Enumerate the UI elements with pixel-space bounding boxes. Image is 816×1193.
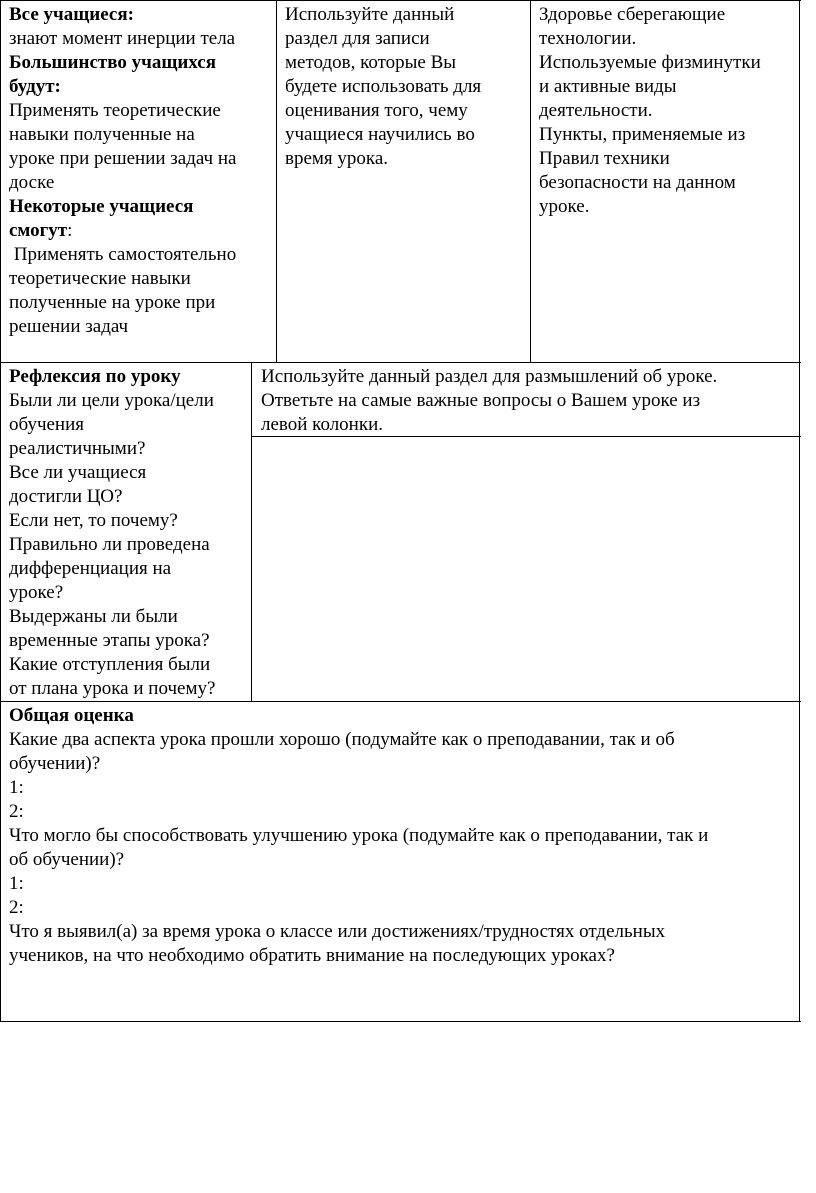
summary-line: 1:	[9, 777, 24, 798]
most-students-line: навыки полученные на	[9, 124, 195, 145]
table-border-top	[0, 0, 801, 1]
row-divider-1	[0, 362, 801, 363]
health-note-line: безопасности на данном	[539, 172, 736, 193]
reflection-question-line: обучения	[9, 414, 85, 435]
table-border-left	[0, 0, 1, 1022]
most-students-heading: Большинство учащихся	[9, 52, 216, 73]
reflection-question-line: Были ли цели урока/цели	[9, 390, 214, 411]
reflection-question-line: от плана урока и почему?	[9, 678, 216, 699]
assessment-note-line: учащиеся научились во	[285, 124, 475, 145]
health-note-line: Используемые физминутки	[539, 52, 761, 73]
some-students-heading: Некоторые учащиеся	[9, 196, 194, 217]
reflection-instruction-line: Используйте данный раздел для размышлений об уроке.	[261, 366, 718, 387]
health-note-line: и активные виды	[539, 76, 677, 97]
summary-line: Какие два аспекта урока прошли хорошо (подумайте как о преподавании, так и об	[9, 729, 675, 750]
health-note-cell	[539, 3, 797, 219]
health-note-line: технологии.	[539, 28, 637, 49]
health-note-line: Здоровье сберегающие	[539, 4, 726, 25]
some-students-heading-word: смогут	[9, 220, 68, 241]
health-note-line: Правил техники	[539, 148, 670, 169]
most-students-line: уроке при решении задач на	[9, 148, 237, 169]
health-note-line: деятельности.	[539, 100, 653, 121]
assessment-note-line: раздел для записи	[285, 28, 430, 49]
assessment-note-line: оценивания того, чему	[285, 100, 468, 121]
health-note-line: Пункты, применяемые из	[539, 124, 746, 145]
some-students-line: полученные на уроке при	[9, 292, 216, 313]
assessment-note-line: Используйте данный	[285, 4, 455, 25]
some-students-line: теоретические навыки	[9, 268, 191, 289]
all-students-heading: Все учащиеся:	[9, 4, 134, 25]
reflection-question-line: реалистичными?	[9, 438, 146, 459]
some-students-colon: :	[67, 220, 73, 241]
summary-line: 2:	[9, 897, 24, 918]
most-students-heading-cont: будут:	[9, 76, 61, 97]
most-students-line: доске	[9, 172, 55, 193]
reflection-instruction-line: Ответьте на самые важные вопросы о Вашем уроке из	[261, 390, 701, 411]
reflection-question-line: уроке?	[9, 582, 64, 603]
summary-line: учеников, на что необходимо обратить внимание на последующих уроках?	[9, 945, 615, 966]
reflection-question-line: достигли ЦО?	[9, 486, 123, 507]
reflection-question-line: Правильно ли проведена	[9, 534, 210, 555]
some-students-heading-cont	[9, 219, 275, 243]
reflection-question-line: Какие отступления были	[9, 654, 211, 675]
row-divider-2	[0, 701, 801, 702]
all-students-text: знают момент инерции тела	[9, 28, 236, 49]
reflection-answer-area[interactable]	[252, 437, 799, 701]
some-students-line: решении задач	[9, 316, 129, 337]
table-border-right	[799, 0, 800, 1022]
reflection-instruction-line: левой колонки.	[261, 414, 383, 435]
assessment-note-line: время урока.	[285, 148, 389, 169]
learning-outcomes-cell	[9, 3, 275, 339]
some-students-line: Применять самостоятельно	[9, 244, 237, 265]
table-border-bottom	[0, 1021, 801, 1022]
reflection-question-line: Если нет, то почему?	[9, 510, 178, 531]
reflection-questions-cell	[9, 365, 250, 701]
top-col-divider-2	[530, 0, 531, 363]
summary-line: 2:	[9, 801, 24, 822]
summary-line: 1:	[9, 873, 24, 894]
health-note-line: уроке.	[539, 196, 590, 217]
reflection-question-line: Выдержаны ли были	[9, 606, 178, 627]
reflection-question-line: временные этапы урока?	[9, 630, 210, 651]
summary-line: Что я выявил(а) за время урока о классе или достижениях/трудностях отдельных	[9, 921, 666, 942]
summary-cell	[9, 704, 797, 968]
assessment-note-line: методов, которые Вы	[285, 52, 457, 73]
reflection-instruction-cell	[261, 365, 798, 437]
reflection-question-line: Все ли учащиеся	[9, 462, 147, 483]
summary-line: Что могло бы способствовать улучшению урока (подумайте как о преподавании, так и	[9, 825, 709, 846]
reflection-question-line: дифференциация на	[9, 558, 172, 579]
most-students-line: Применять теоретические	[9, 100, 221, 121]
summary-heading: Общая оценка	[9, 705, 134, 726]
assessment-note-cell	[285, 3, 529, 171]
reflection-heading: Рефлексия по уроку	[9, 366, 181, 387]
top-col-divider-1	[276, 0, 277, 363]
summary-line: обучении)?	[9, 753, 101, 774]
summary-line: об обучении)?	[9, 849, 125, 870]
assessment-note-line: будете использовать для	[285, 76, 482, 97]
